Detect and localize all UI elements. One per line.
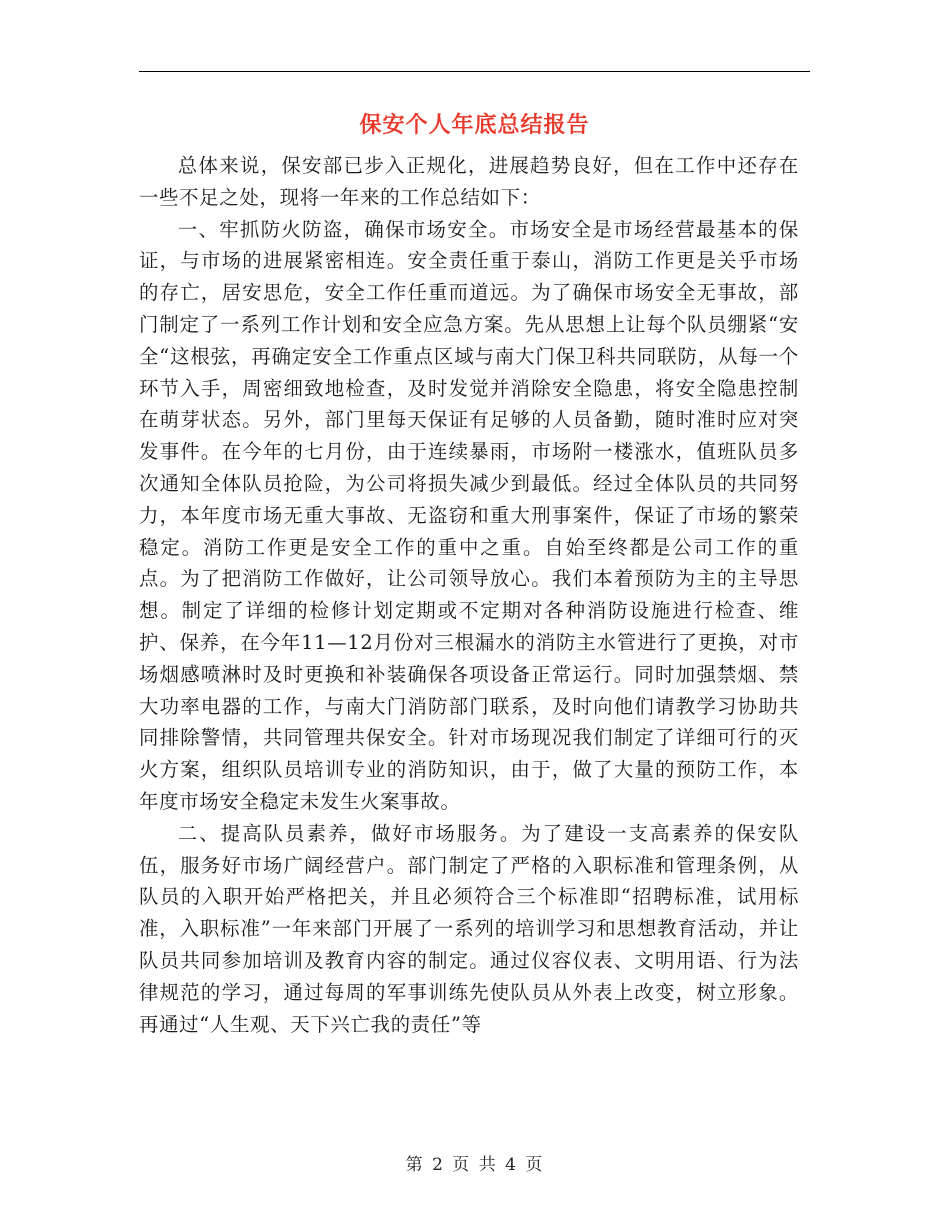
paragraph-section-2: 二、提高队员素养，做好市场服务。为了建设一支高素养的保安队伍，服务好市场广阔经营户。部门制定了严格的入职标准和管理条例，从队员的入职开始严格把关，并且必须符合三个标准即“招聘标准，试用标准，入职标准”一年来部门开展了一系列的培训学习和思想教育活动，并让队员共同参加培训及教育内容的制定。通过仪容仪表、文明用语、行为法律规范的学习，通过每周的军事训练先使队员从外表上改变，树立形象。再通过“人生观、天下兴亡我的责任”等 <box>139 821 799 1036</box>
header-rule <box>139 71 810 72</box>
paragraph-intro: 总体来说，保安部已步入正规化，进展趋势良好，但在工作中还存在一些不足之处，现将一年来的工作总结如下： <box>139 154 799 209</box>
document-title: 保安个人年底总结报告 <box>359 112 590 138</box>
document-body <box>139 150 799 1040</box>
paragraph-section-1: 一、牢抓防火防盗，确保市场安全。市场安全是市场经营最基本的保证，与市场的进展紧密相连。安全责任重于泰山，消防工作更是关乎市场的存亡，居安思危，安全工作任重而道远。为了确保市场安全无事故，部门制定了一系列工作计划和安全应急方案。先从思想上让每个队员绷紧“安全“这根弦，再确定安全工作重点区域与南大门保卫科共同联防，从每一个环节入手，周密细致地检查，及时发觉并消除安全隐患，将安全隐患控制在萌芽状态。另外，部门里每天保证有足够的人员备勤，随时准时应对突发事件。在今年的七月份，由于连续暴雨，市场附一楼涨水，值班队员多次通知全体队员抢险，为公司将损失减少到最低。经过全体队员的共同努力，本年度市场无重大事故、无盗窃和重大刑事案件，保证了市场的繁荣稳定。消防工作更是安全工作的重中之重。自始至终都是公司工作的重点。为了把消防工作做好，让公司领导放心。我们本着预防为主的主导思想。制定了详细的检修计划定期或不定期对各种消防设施进行检查、维护、保养，在今年11—12月份对三根漏水的消防主水管进行了更换，对市场烟感喷淋时及时更换和补装确保各项设备正常运行。同时加强禁烟、禁大功率电器的工作，与南大门消防部门联系，及时向他们请教学习协助共同排除警情，共同管理共保安全。针对市场现况我们制定了详细可行的灭火方案，组织队员培训专业的消防知识，由于，做了大量的预防工作，本年度市场安全稳定未发生火案事故。 <box>139 217 799 813</box>
page-footer: 第 2 页 共 4 页 <box>405 1155 545 1175</box>
